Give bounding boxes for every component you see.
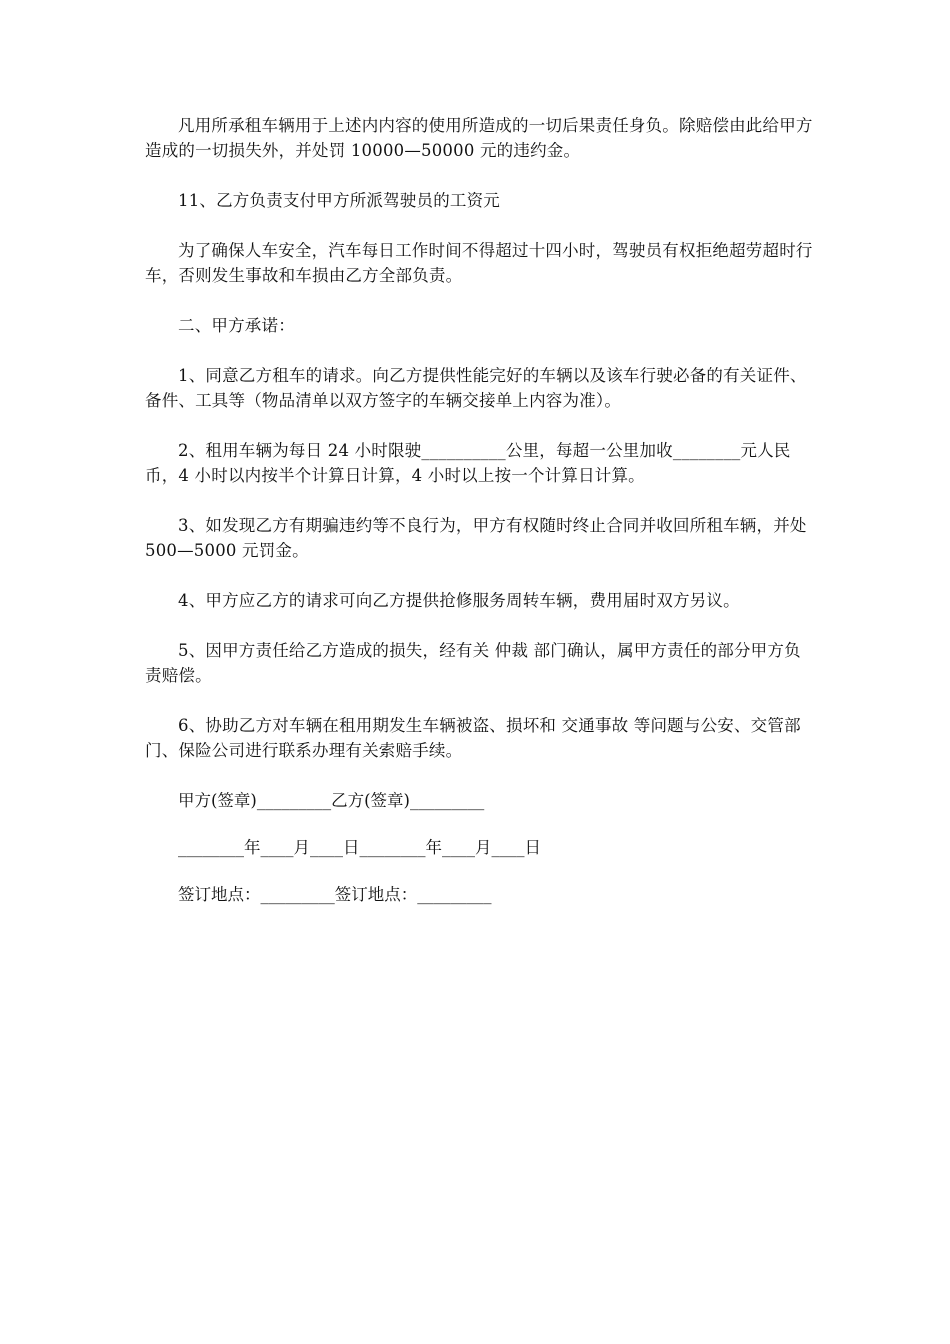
document-page	[145, 113, 813, 929]
signature-place-line: 签订地点：_________签订地点：_________	[178, 885, 492, 904]
signature-date-line: ________年____月____日________年____月____日	[178, 838, 541, 857]
promise-3: 3、如发现乙方有期骗违约等不良行为，甲方有权随时终止合同并收回所租车辆，并处 500—5000 元罚金。	[145, 516, 807, 560]
clause-11-driver-wage: 11、乙方负责支付甲方所派驾驶员的工资元	[178, 191, 500, 210]
clause-safety-hours: 为了确保人车安全，汽车每日工作时间不得超过十四小时，驾驶员有权拒绝超劳超时行车，否则发生事故和车损由乙方全部负责。	[145, 241, 813, 285]
clause-liability-paragraph: 凡用所承租车辆用于上述内内容的使用所造成的一切后果责任身负。除赔偿由此给甲方造成的一切损失外，并处罚 10000—50000 元的违约金。	[145, 116, 813, 160]
section-heading-party-a-promises: 二、甲方承诺：	[178, 316, 295, 335]
promise-1: 1、同意乙方租车的请求。向乙方提供性能完好的车辆以及该车行驶必备的有关证件、备件、工具等（物品清单以双方签字的车辆交接单上内容为准）。	[145, 366, 807, 410]
signature-parties-line: 甲方(签章)_________乙方(签章)_________	[178, 791, 485, 810]
promise-2: 2、租用车辆为每日 24 小时限驶__________公里，每超一公里加收________元人民币，4 小时以内按半个计算日计算，4 小时以上按一个计算日计算。	[145, 441, 791, 485]
promise-6: 6、协助乙方对车辆在租用期发生车辆被盗、损坏和 交通事故 等问题与公安、交管部门、保险公司进行联系办理有关索赔手续。	[145, 716, 801, 760]
promise-5: 5、因甲方责任给乙方造成的损失，经有关 仲裁 部门确认，属甲方责任的部分甲方负责赔偿。	[145, 641, 801, 685]
promise-4: 4、甲方应乙方的请求可向乙方提供抢修服务周转车辆，费用届时双方另议。	[178, 591, 740, 610]
